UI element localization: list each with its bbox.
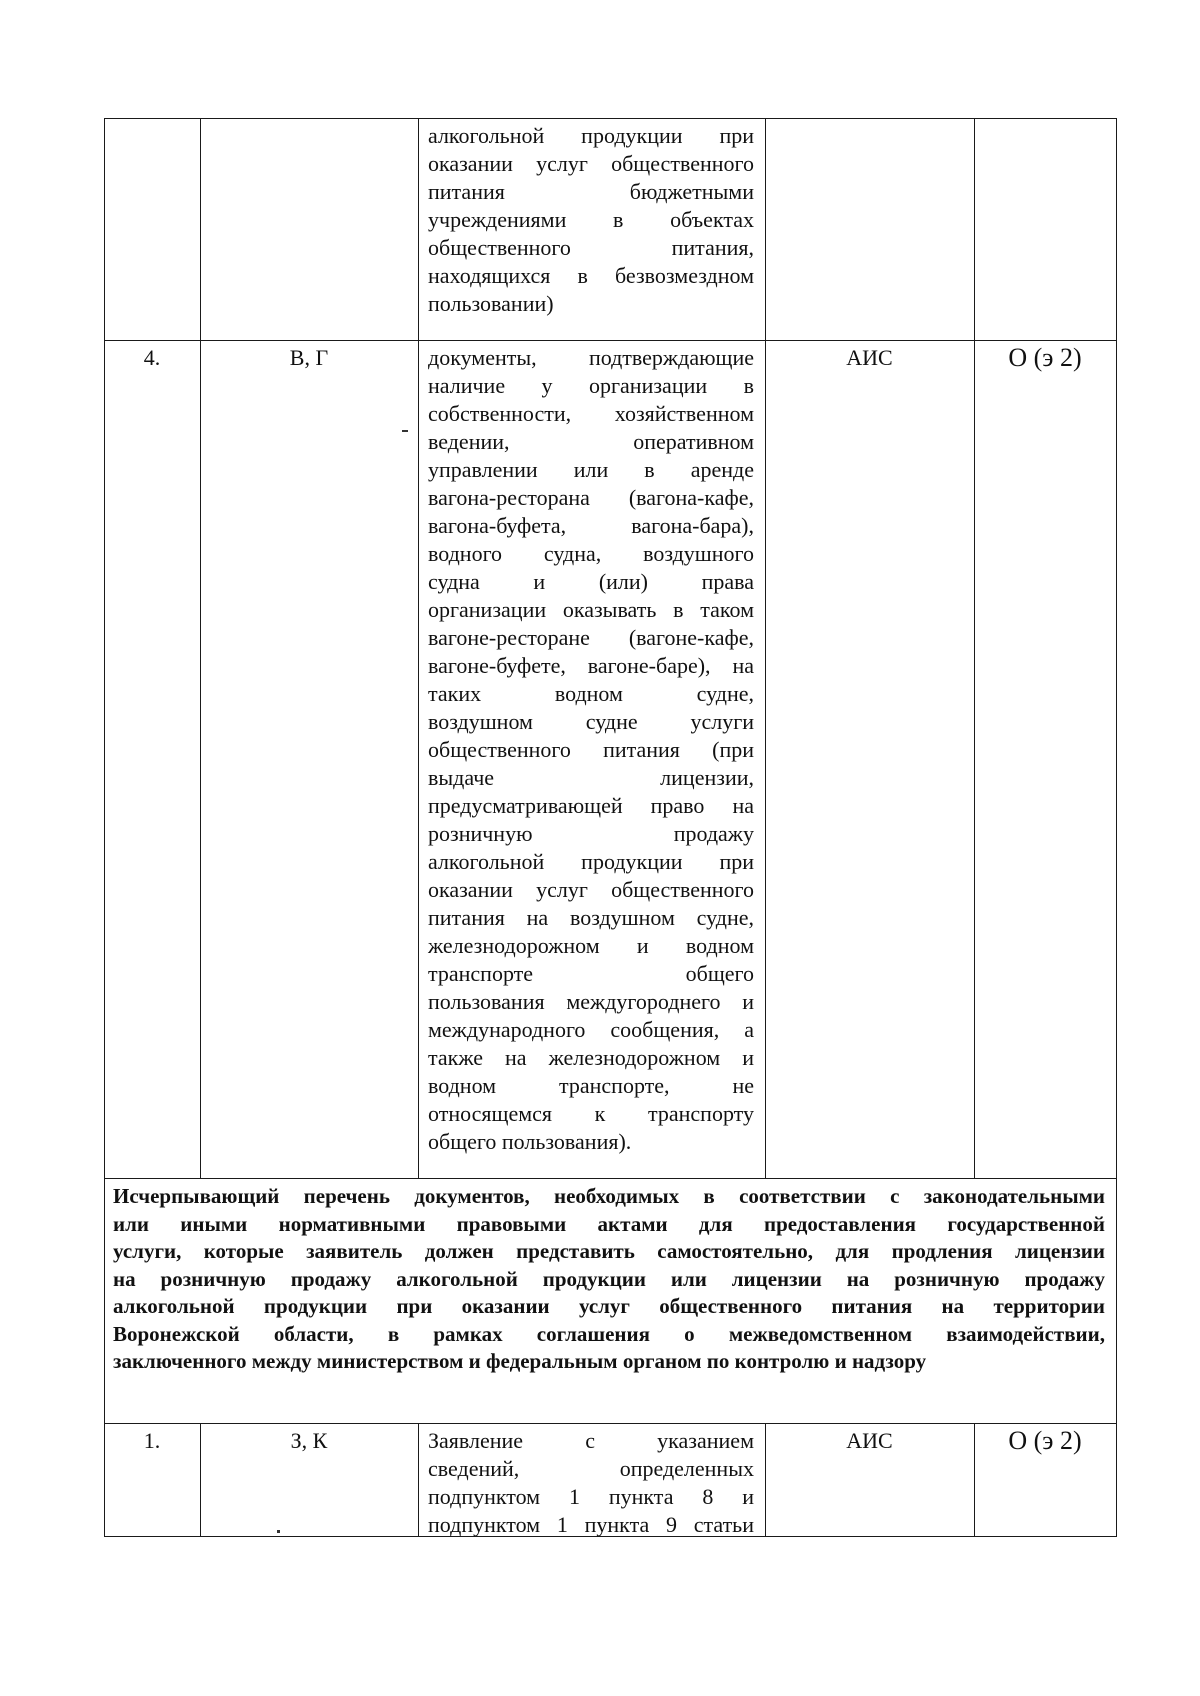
description-line: розничную продажу <box>428 821 754 846</box>
description-line: питания на воздушном судне, <box>428 905 754 930</box>
table-border-top <box>104 118 1117 119</box>
description-line: оказании услуг общественного <box>428 151 754 176</box>
row1-system: АИС <box>846 1428 893 1453</box>
description-line: общественного питания, <box>428 235 754 260</box>
description-line: подпунктом 1 пункта 9 статьи <box>428 1512 754 1537</box>
description-line: пользования междугороднего и <box>428 989 754 1014</box>
description-line: также на железнодорожном и <box>428 1045 754 1070</box>
section-header-line: алкогольной продукции при оказании услуг общественного питания на территории <box>113 1294 1105 1318</box>
description-line: питания бюджетными <box>428 179 754 204</box>
row4-form: О (э 2) <box>1008 343 1082 372</box>
description-line: транспорте общего <box>428 961 754 986</box>
description-line: организации оказывать в таком <box>428 597 754 622</box>
table-border-right <box>1116 118 1117 1536</box>
section-header-line: или иными нормативными правовыми актами для предоставления государственной <box>113 1211 1105 1236</box>
section-header-line: Воронежской области, в рамках соглашения о межведомственном взаимодействии, <box>113 1321 1105 1346</box>
section-header-line: заключенного между министерством и федеральным органом по контролю и надзору <box>113 1349 927 1373</box>
description-line: алкогольной продукции при <box>428 123 754 148</box>
row-divider <box>104 340 1117 341</box>
description-line: алкогольной продукции при <box>428 849 754 874</box>
continuation-description <box>428 122 754 318</box>
description-line: находящихся в безвозмездном <box>428 263 754 288</box>
description-line: Заявление с указанием <box>428 1428 754 1453</box>
section-header-line: услуги, которые заявитель должен представить самостоятельно, для продления лицензии <box>113 1239 1105 1263</box>
column-divider <box>418 1423 419 1536</box>
description-line: пользовании) <box>428 291 554 316</box>
description-line: водного судна, воздушного <box>428 541 754 566</box>
column-divider <box>418 118 419 1178</box>
description-line: воздушном судне услуги <box>428 709 754 734</box>
description-line: водном транспорте, не <box>428 1073 754 1098</box>
row-divider <box>104 1423 1117 1424</box>
row-divider <box>104 1178 1117 1179</box>
description-line: таких водном судне, <box>428 681 754 706</box>
row1-form: О (э 2) <box>1008 1426 1082 1455</box>
description-line: документы, подтверждающие <box>428 345 754 370</box>
section-header-line: на розничную продажу алкогольной продукции или лицензии на розничную продажу <box>113 1266 1105 1291</box>
description-line: подпунктом 1 пункта 8 и <box>428 1484 754 1509</box>
row4-category: В, Г <box>289 345 329 370</box>
description-line: оказании услуг общественного <box>428 877 754 902</box>
description-line: вагоне-ресторане (вагоне-кафе, <box>428 625 754 650</box>
section-header-text <box>113 1183 1105 1376</box>
row1-category: З, К <box>290 1428 328 1453</box>
section-header-line: Исчерпывающий перечень документов, необходимых в соответствии с законодательными <box>113 1184 1105 1208</box>
description-line: наличие у организации в <box>428 373 754 398</box>
column-divider <box>765 118 766 1178</box>
row4-number: 4. <box>143 345 161 370</box>
row4-description <box>428 344 754 1156</box>
description-line: международного сообщения, а <box>428 1017 754 1042</box>
description-line: общего пользования). <box>428 1129 632 1154</box>
description-line: собственности, хозяйственном <box>428 401 754 426</box>
description-line: общественного питания (при <box>428 737 754 762</box>
row4-system: АИС <box>846 345 893 370</box>
scan-speck <box>402 430 408 432</box>
description-line: выдаче лицензии, <box>428 765 754 790</box>
description-line: сведений, определенных <box>428 1456 754 1481</box>
description-line: предусматривающей право на <box>428 793 754 818</box>
description-line: судна и (или) права <box>428 569 754 594</box>
description-line: вагона-буфета, вагона-бара), <box>428 513 754 538</box>
scan-speck <box>277 1530 280 1533</box>
row1-description <box>428 1427 754 1539</box>
description-line: ведении, оперативном <box>428 429 754 454</box>
column-divider <box>974 118 975 1178</box>
description-line: учреждениями в объектах <box>428 207 754 232</box>
description-line: железнодорожном и водном <box>428 933 754 958</box>
row1-number: 1. <box>143 1428 161 1453</box>
description-line: вагоне-буфете, вагоне-баре), на <box>428 653 754 678</box>
description-line: управлении или в аренде <box>428 457 754 482</box>
description-line: вагона-ресторана (вагона-кафе, <box>428 485 754 510</box>
column-divider <box>200 118 201 1178</box>
description-line: относящемся к транспорту <box>428 1101 754 1126</box>
table-border-left <box>104 118 105 1536</box>
